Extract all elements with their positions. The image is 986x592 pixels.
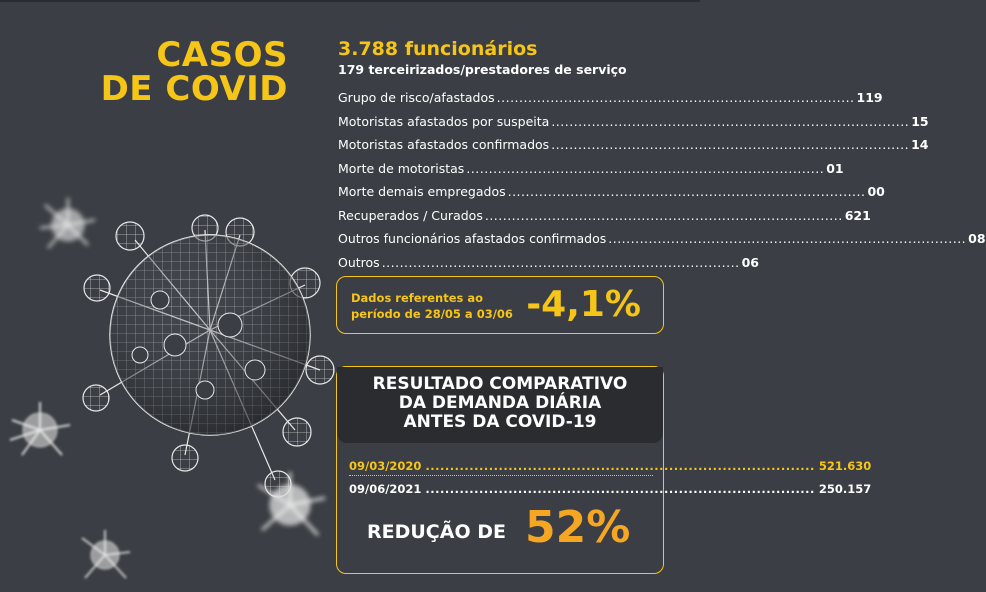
period-description — [351, 290, 521, 322]
stat-row — [338, 184, 885, 208]
comparison-row — [349, 482, 872, 496]
stat-label: Morte de motoristas — [338, 160, 465, 176]
leader-dots: ................................................................................ — [507, 184, 866, 199]
comparison-heading-line-3: ANTES DA COVID-19 — [403, 412, 597, 432]
period-text-line-1: Dados referentes ao — [351, 291, 484, 305]
leader-dots: ................................................................................ — [484, 207, 843, 223]
stat-value: 119 — [856, 90, 883, 105]
divider — [349, 475, 653, 476]
title-line-1: CASOS — [156, 35, 288, 75]
page-title — [100, 35, 288, 109]
leader-dots: ................................................................................ — [551, 113, 910, 129]
stat-row — [338, 160, 844, 185]
comparison-date: 09/03/2020 — [349, 459, 422, 473]
stat-value: 08 — [968, 231, 986, 246]
leader-dots: ................................................................................ — [425, 459, 815, 473]
period-change-value: -4,1% — [526, 284, 641, 325]
stat-label: Motoristas afastados confirmados — [338, 137, 550, 152]
stat-label: Recuperados / Curados — [338, 207, 483, 223]
stat-row — [338, 137, 929, 161]
stat-value: 15 — [911, 113, 929, 129]
leader-dots: ................................................................................ — [551, 137, 910, 152]
comparison-heading-line-2: DA DEMANDA DIÁRIA — [398, 393, 602, 413]
comparison-date: 09/06/2021 — [349, 482, 422, 496]
comparison-value: 250.157 — [818, 482, 872, 496]
stat-row — [338, 231, 986, 255]
comparison-panel — [336, 366, 872, 574]
leader-dots: ................................................................................ — [466, 160, 825, 176]
stats-list — [338, 90, 986, 278]
period-callout — [336, 276, 664, 334]
stat-value: 14 — [911, 137, 929, 152]
stat-row — [338, 90, 883, 114]
leader-dots: ................................................................................ — [496, 90, 855, 105]
stat-value: 01 — [826, 160, 844, 176]
employee-count: 3.788 funcionários — [338, 38, 538, 60]
title-line-2: DE COVID — [100, 69, 288, 109]
stat-label: Morte demais empregados — [338, 184, 506, 199]
stat-label: Outros — [338, 254, 380, 270]
stat-label: Grupo de risco/afastados — [338, 90, 495, 105]
leader-dots: ................................................................................ — [425, 482, 815, 496]
stat-label: Motoristas afastados por suspeita — [338, 113, 550, 129]
reduction-label: REDUÇÃO DE — [367, 521, 506, 543]
stat-row — [338, 207, 871, 232]
stat-label: Outros funcionários afastados confirmados — [338, 231, 607, 246]
stat-row — [338, 254, 759, 279]
period-text-line-2: período de 28/05 a 03/06 — [351, 307, 513, 321]
comparison-row — [349, 459, 872, 473]
stat-value: 621 — [844, 207, 871, 223]
employee-summary — [338, 38, 668, 78]
leader-dots: ................................................................................ — [381, 254, 740, 270]
reduction-value: 52% — [525, 502, 631, 553]
stat-value: 00 — [867, 184, 885, 199]
comparison-heading — [337, 367, 663, 443]
comparison-value: 521.630 — [818, 459, 872, 473]
stat-value: 06 — [741, 254, 759, 270]
stat-row — [338, 113, 929, 138]
contractor-count: 179 terceirizados/prestadores de serviço — [338, 62, 627, 77]
comparison-heading-line-1: RESULTADO COMPARATIVO — [372, 374, 628, 394]
leader-dots: ................................................................................ — [608, 231, 967, 246]
